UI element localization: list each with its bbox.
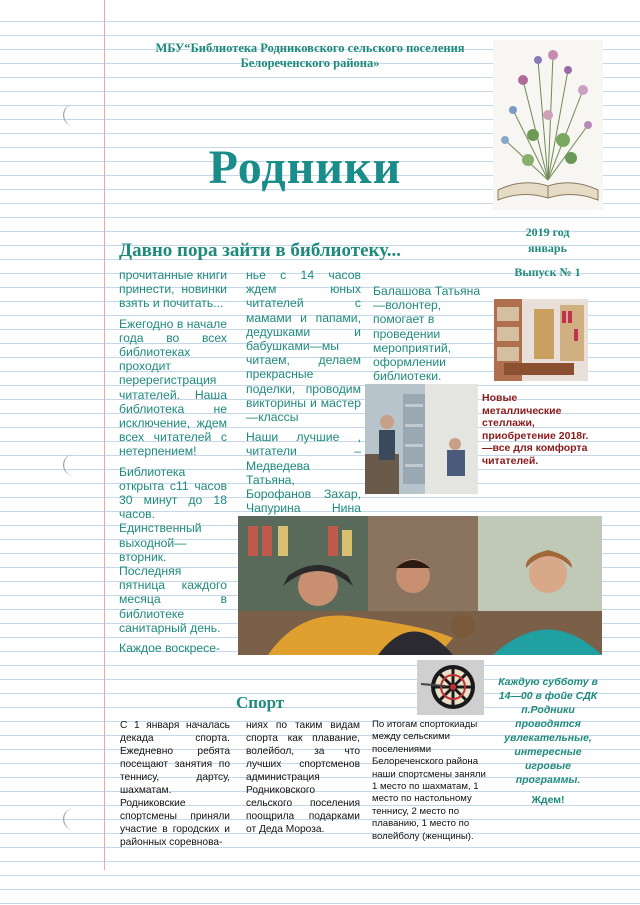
sport-column-2: ниях по таким видам спорта как плавание, волейбол, за что лучших спортсменов администрация Родниковского сельского поселения поощрила подарками от Деда Мороза. bbox=[246, 720, 360, 835]
issue-year: 2019 год bbox=[525, 225, 570, 239]
shelves-photo-caption: Новые металлические стеллажи, приобретение 2018г.—все для комфорта читателей. bbox=[482, 392, 589, 467]
binder-hole-icon bbox=[58, 452, 80, 478]
promo-announcement bbox=[493, 675, 603, 807]
publisher-line: Белореченского района» bbox=[240, 56, 380, 70]
paragraph: Наши лучшие , читатели –Медведева Татьяна, Борофанов Захар, Чапурина Нина bbox=[246, 430, 361, 516]
library-column-2 bbox=[246, 268, 361, 536]
binder-hole-icon bbox=[58, 806, 80, 832]
dartboard-image bbox=[417, 660, 484, 715]
publisher-line: МБУ“Библиотека Родниковского сельского поселения bbox=[155, 41, 465, 55]
library-reading-room-photo bbox=[365, 384, 478, 494]
sport-heading: Спорт bbox=[236, 693, 285, 712]
readers-with-librarian-photo bbox=[238, 516, 602, 655]
library-shelves-photo bbox=[494, 299, 588, 381]
notebook-margin-line bbox=[104, 0, 105, 870]
library-column-1 bbox=[119, 268, 227, 661]
paragraph: нье с 14 часов ждем юных читателей с мамами и папами, дедушками и бабушками—мы читаем, делаем прекрасные поделки, проводим викторины и мастер—классы bbox=[246, 268, 361, 425]
paragraph: Балашова Татьяна—волонтер, помогает в проведении мероприятий, оформлении библиотеки. bbox=[373, 284, 481, 384]
library-headline: Давно пора зайти в библиотеку... bbox=[119, 240, 402, 261]
library-column-3 bbox=[373, 284, 485, 389]
newsletter-title: Родники bbox=[208, 141, 402, 194]
publisher-name bbox=[130, 41, 490, 71]
promo-closing: Ждем! bbox=[531, 794, 565, 806]
issue-month: январь bbox=[528, 241, 567, 255]
paragraph: Ежегодно в начале года во всех библиотеках проходит перерегистрация читателей. Наша библиотека не исключение, ждем всех читателей с нетерпением! bbox=[119, 316, 227, 459]
sport-column-1: С 1 января началась декада спорта. Ежедневно ребята посещают занятия по теннису, дартсу, шахматам. Родниковские спортсмены приняли участие в городских и районных соревнова- bbox=[120, 720, 230, 848]
issue-info bbox=[490, 224, 605, 280]
promo-text: Каждую субботу в 14—00 в фойе СДК п.Родники проводятся увлекательные, интересные игровые программы. bbox=[498, 676, 598, 786]
sport-column-3: По итогам спортокиады между сельскими поселениями Белореченского района наши спортсмены заняли 1 место по шахматам, 1 место по настольному теннису, 2 место по плаванию, 1 место по волейболу (женщины). bbox=[372, 719, 486, 842]
binder-hole-icon bbox=[58, 102, 80, 128]
paragraph: прочитанные книги принести, новинки взять и почитать... bbox=[119, 268, 227, 311]
paragraph: Каждое воскресе- bbox=[119, 641, 221, 656]
issue-number: Выпуск № 1 bbox=[514, 265, 581, 279]
paragraph: Библиотека открыта с11 часов 30 минут до 18 часов. Единственный выходной—вторник. Последняя пятница каждого месяца в библиотеке санитарный день. bbox=[119, 464, 227, 635]
book-flowers-image bbox=[493, 40, 603, 210]
